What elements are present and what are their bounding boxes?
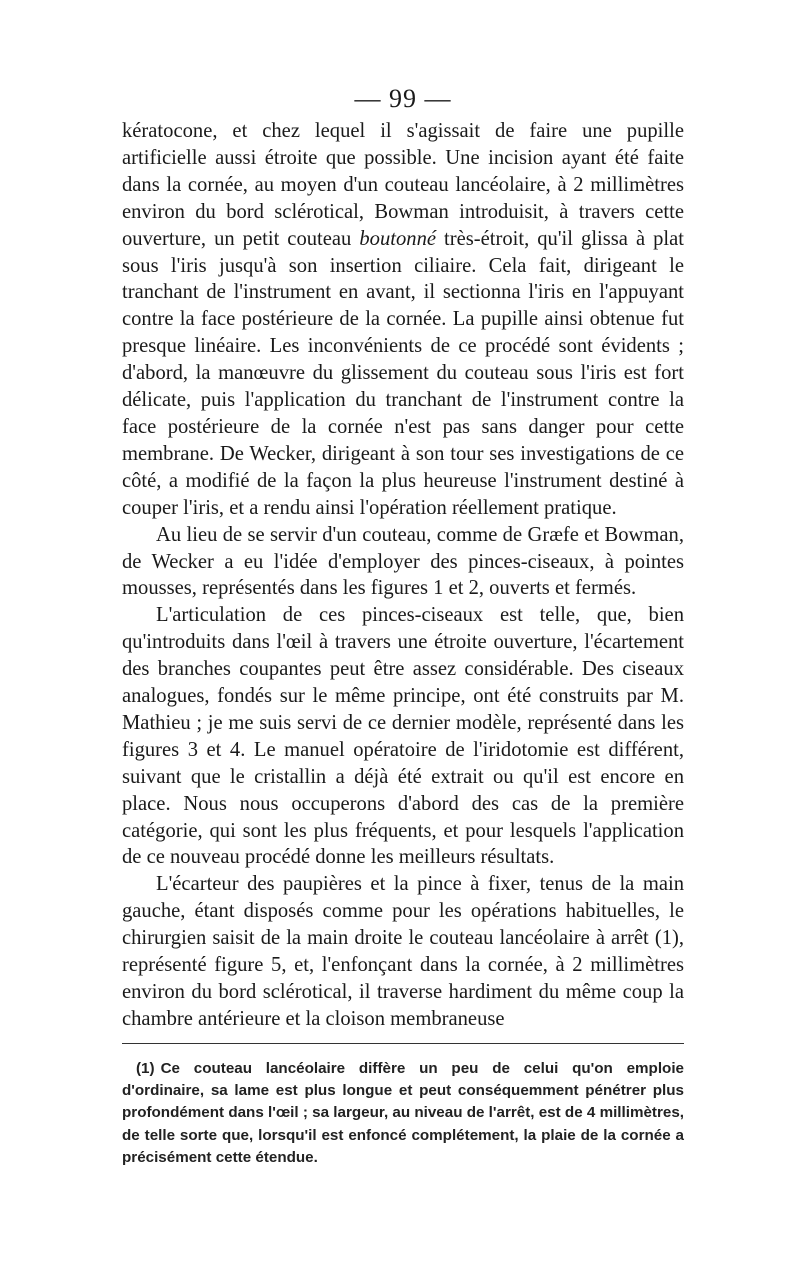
footnote-mark: (1): [136, 1059, 155, 1077]
footnote: [122, 1058, 684, 1169]
paragraph-1: [122, 118, 684, 522]
paragraph-3: L'articulation de ces pinces-ciseaux est telle, que, bien qu'introduits dans l'œil à travers une étroite ouverture, l'écartement des branches coupantes peut être assez considérable. Des ciseaux analogues, fondés sur le même principe, ont été construits par M. Mathieu ; je me suis servi de ce dernier modèle, représenté dans les figures 3 et 4. Le manuel opératoire de l'iridotomie est différent, suivant que le cristallin a déjà été extrait ou qu'il est encore en place. Nous nous occuperons d'abord des cas de la première catégorie, qui sont les plus fréquents, et pour lesquels l'application de ce nouveau procédé donne les meilleurs résultats.: [122, 604, 684, 869]
page: [122, 84, 684, 1169]
paragraph-1-text-a: kératocone, et chez lequel il s'agissait de faire une pupille artificielle aussi étroite que possible. Une incision ayant été faite dans la cornée, au moyen d'un couteau lancéolaire, à 2 millimètres environ du bord sclérotical, Bowman introduisit, à travers cette ouverture, un petit couteau: [122, 120, 684, 250]
page-number: — 99 —: [354, 84, 452, 113]
footnote-divider: [122, 1043, 684, 1044]
paragraph-4: L'écarteur des paupières et la pince à fixer, tenus de la main gauche, étant disposés comme pour les opérations habituelles, le chirurgien saisit de la main droite le couteau lancéolaire à arrêt (1), représenté figure 5, et, l'enfonçant dans la cornée, à 2 millimètres environ du bord sclérotical, il traverse hardiment du même coup la chambre antérieure et la cloison membraneuse: [122, 873, 684, 1030]
paragraph-1-text-b: très-étroit, qu'il glissa à plat sous l'iris jusqu'à son insertion ciliaire. Cela fait, dirigeant le tranchant de l'instrument en avant, il sectionna l'iris en l'appuyant contre la face postérieure de la cornée. La pupille ainsi obtenue fut presque linéaire. Les inconvénients de ce procédé sont évidents ; d'abord, la manœuvre du glissement du couteau sous l'iris est fort délicate, puis l'application du tranchant de l'instrument contre la face postérieure de la cornée n'est pas sans danger pour cette membrane. De Wecker, dirigeant à son tour ses investigations de ce côté, a modifié de la façon la plus heureuse l'instrument destiné à couper l'iris, et a rendu ainsi l'opération réellement pratique.: [122, 227, 684, 519]
body-text: [122, 118, 684, 1033]
paragraph-2: Au lieu de se servir d'un couteau, comme de Græfe et Bowman, de Wecker a eu l'idée d'employer des pinces-ciseaux, à pointes mousses, représentés dans les figures 1 et 2, ouverts et fermés.: [122, 523, 684, 600]
footnote-text: Ce couteau lancéolaire diffère un peu de celui qu'on emploie d'ordinaire, sa lame est plus longue et peut conséquemment pénétrer plus profondément dans l'œil ; sa largeur, au niveau de l'arrêt, est de 4 millimètres, de telle sorte que, lorsqu'il est enfoncé complétement, la plaie de la cornée a précisément cette étendue.: [122, 1059, 684, 1166]
paragraph-1-italic: boutonné: [359, 227, 437, 250]
